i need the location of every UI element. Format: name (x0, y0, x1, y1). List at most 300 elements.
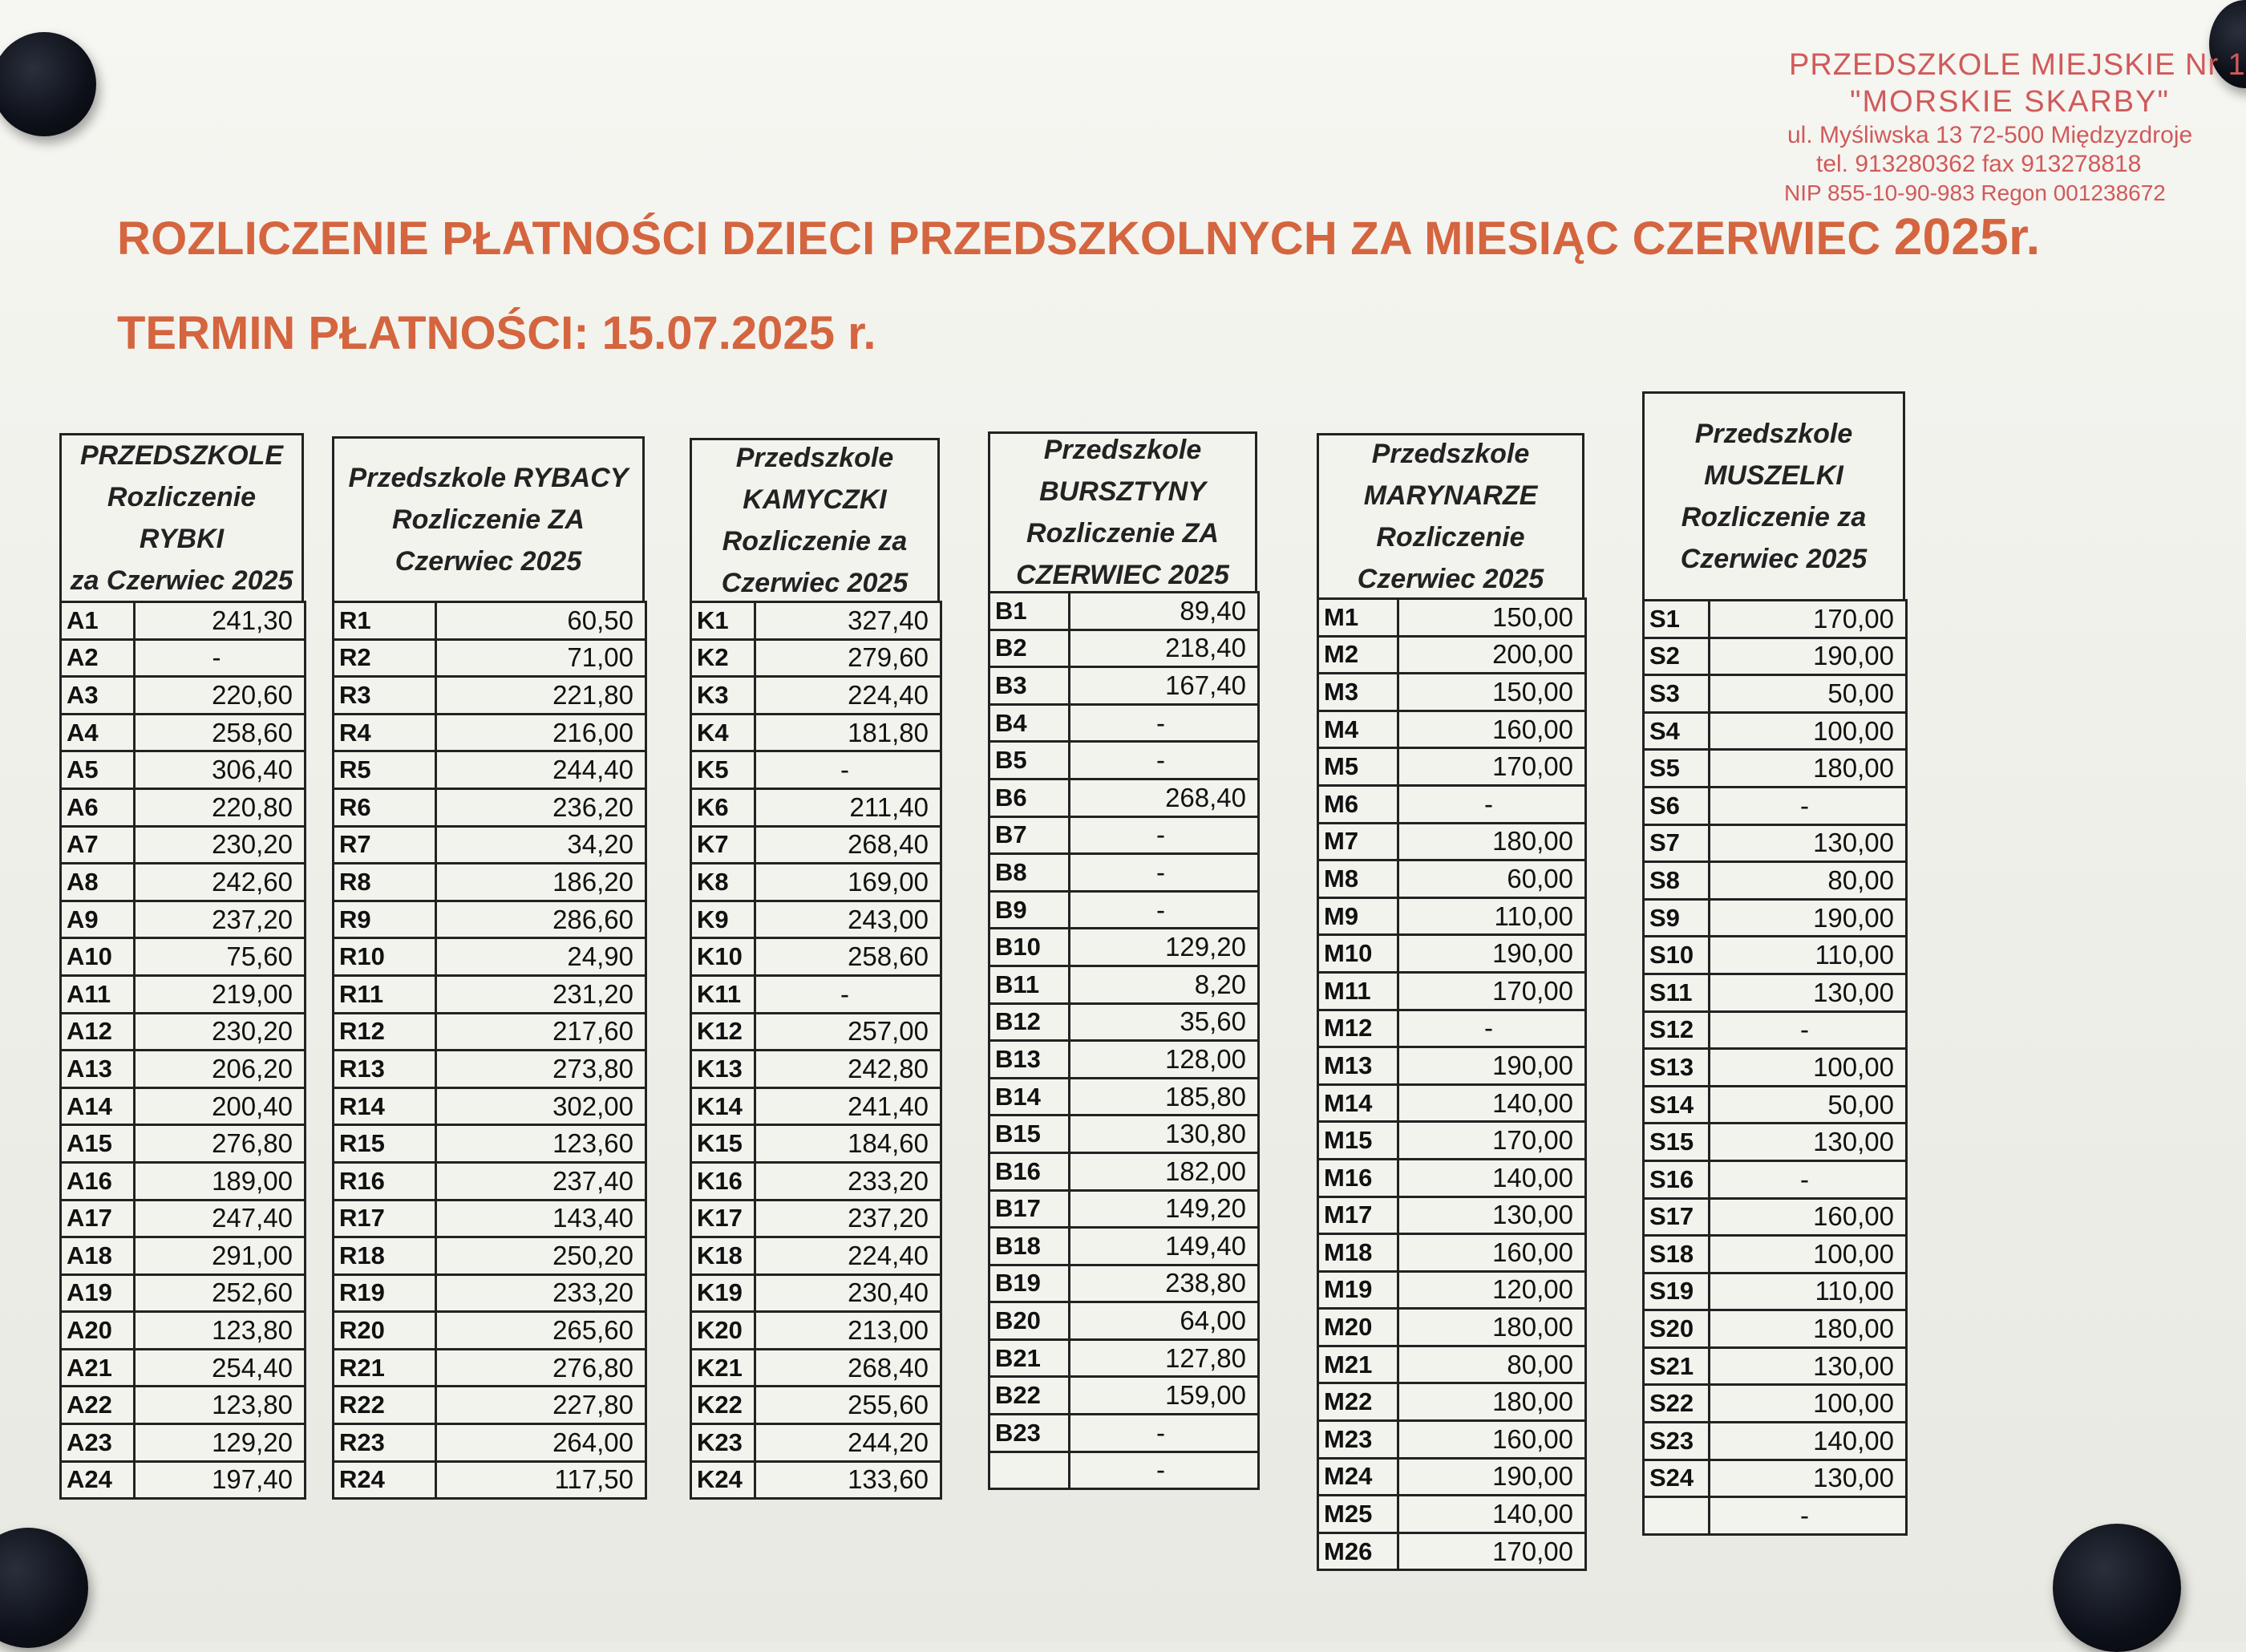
payment-amount: 160,00 (1398, 711, 1586, 748)
child-code: R17 (334, 1200, 436, 1237)
child-code: R16 (334, 1162, 436, 1200)
table-row (1318, 1533, 1586, 1570)
table-row (334, 901, 646, 938)
child-code: A18 (61, 1237, 135, 1275)
child-code: B1 (989, 593, 1070, 630)
child-code: B7 (989, 816, 1070, 854)
table-row (989, 1339, 1259, 1377)
child-code: K1 (691, 602, 755, 640)
child-code: K21 (691, 1349, 755, 1387)
table-row (1318, 1234, 1586, 1272)
table-row (989, 704, 1259, 742)
payment-amount: 238,80 (1070, 1265, 1259, 1302)
payment-amount: 200,40 (135, 1087, 306, 1125)
table-row (989, 1415, 1259, 1452)
table-row (691, 901, 941, 938)
child-code: B15 (989, 1116, 1070, 1153)
payment-amount: 180,00 (1398, 823, 1586, 860)
payment-amount: 247,40 (135, 1200, 306, 1237)
table-row (334, 1461, 646, 1499)
child-code: M13 (1318, 1047, 1398, 1085)
table-row (1318, 1122, 1586, 1160)
table-row (1318, 1010, 1586, 1047)
child-code: S3 (1644, 675, 1710, 713)
group-header-line: MUSZELKI (1704, 460, 1843, 491)
child-code (989, 1452, 1070, 1489)
table-row (1318, 599, 1586, 637)
payment-amount: 241,30 (135, 602, 306, 640)
table-row (334, 602, 646, 640)
table-row (691, 1125, 941, 1163)
child-code: M1 (1318, 599, 1398, 637)
table-row (1318, 1159, 1586, 1196)
table-row (691, 1162, 941, 1200)
payment-table (690, 601, 942, 1500)
child-code: A20 (61, 1312, 135, 1350)
child-code: K20 (691, 1312, 755, 1350)
payment-amount: 250,20 (436, 1237, 646, 1275)
payment-amount: 129,20 (135, 1424, 306, 1462)
payment-amount: 189,00 (135, 1162, 306, 1200)
payment-amount: 252,60 (135, 1274, 306, 1312)
table-row (989, 1377, 1259, 1415)
table-row (989, 1452, 1259, 1489)
payment-amount: 140,00 (1398, 1084, 1586, 1122)
child-code: M23 (1318, 1421, 1398, 1459)
payment-deadline: TERMIN PŁATNOŚCI: 15.07.2025 r. (117, 307, 876, 359)
payment-amount: 236,20 (436, 788, 646, 826)
child-code: S1 (1644, 601, 1710, 638)
group-header-line: BURSZTYNY (1039, 476, 1206, 507)
group-header-line: Przedszkole RYBACY (348, 463, 629, 493)
child-code: K18 (691, 1237, 755, 1275)
payment-amount: 130,80 (1070, 1116, 1259, 1153)
child-code: R10 (334, 938, 436, 976)
table-row (334, 1274, 646, 1312)
child-code: M21 (1318, 1346, 1398, 1383)
child-code: A1 (61, 602, 135, 640)
child-code: S17 (1644, 1198, 1710, 1236)
child-code: K16 (691, 1162, 755, 1200)
table-row (989, 630, 1259, 667)
table-row (989, 966, 1259, 1003)
child-code: M17 (1318, 1196, 1398, 1234)
table-row (989, 891, 1259, 929)
payment-amount: 140,00 (1710, 1423, 1907, 1460)
table-row (691, 1237, 941, 1275)
payment-amount: - (755, 975, 941, 1013)
payment-amount: 197,40 (135, 1461, 306, 1499)
table-row (1644, 1310, 1907, 1348)
payment-amount: 213,00 (755, 1312, 941, 1350)
child-code: S16 (1644, 1160, 1710, 1198)
child-code: A10 (61, 938, 135, 976)
title-year: 2025r. (1893, 208, 2041, 265)
table-row (334, 1125, 646, 1163)
child-code: S2 (1644, 638, 1710, 675)
table-row (334, 938, 646, 976)
child-code: K11 (691, 975, 755, 1013)
stamp-line-ids: NIP 855-10-90-983 Regon 001238672 (1784, 180, 2166, 205)
payment-amount: 230,20 (135, 826, 306, 864)
payment-amount: 149,40 (1070, 1228, 1259, 1265)
child-code: R22 (334, 1387, 436, 1424)
child-code: A2 (61, 639, 135, 677)
table-row (989, 1190, 1259, 1228)
stamp-line-name: PRZEDSZKOLE MIEJSKIE Nr 1 (1789, 48, 2246, 82)
table-row (691, 975, 941, 1013)
child-code: A6 (61, 788, 135, 826)
table-row (1644, 937, 1907, 974)
table-row (691, 864, 941, 901)
payment-amount: 276,80 (436, 1349, 646, 1387)
child-code: B19 (989, 1265, 1070, 1302)
child-code: K9 (691, 901, 755, 938)
payment-amount: - (1070, 816, 1259, 854)
payment-amount: 221,80 (436, 677, 646, 715)
child-code: K22 (691, 1387, 755, 1424)
table-row (989, 1152, 1259, 1190)
payment-amount: 255,60 (755, 1387, 941, 1424)
group-header (1317, 433, 1584, 600)
child-code: A11 (61, 975, 135, 1013)
child-code: B11 (989, 966, 1070, 1003)
child-code: K4 (691, 714, 755, 751)
group-header-line: Czerwiec 2025 (1357, 564, 1544, 594)
table-row (1644, 1460, 1907, 1497)
payment-amount: 100,00 (1710, 1049, 1907, 1087)
child-code: M9 (1318, 897, 1398, 935)
child-code: B12 (989, 1003, 1070, 1041)
group-header-line: CZERWIEC 2025 (1016, 560, 1229, 590)
table-row (1318, 748, 1586, 786)
table-row (1318, 1383, 1586, 1421)
payment-amount: 180,00 (1710, 1310, 1907, 1348)
child-code: K2 (691, 639, 755, 677)
table-row (61, 1274, 306, 1312)
child-code: B10 (989, 929, 1070, 966)
payment-table (1317, 597, 1587, 1571)
payment-amount: 89,40 (1070, 593, 1259, 630)
child-code: B17 (989, 1190, 1070, 1228)
group-table (1317, 433, 1584, 1571)
child-code: B23 (989, 1415, 1070, 1452)
payment-amount: 268,40 (755, 826, 941, 864)
table-row (1644, 638, 1907, 675)
payment-amount: 71,00 (436, 639, 646, 677)
payment-amount: 244,40 (436, 751, 646, 789)
child-code: A24 (61, 1461, 135, 1499)
payment-amount: - (755, 751, 941, 789)
table-row (989, 1041, 1259, 1079)
child-code: R8 (334, 864, 436, 901)
payment-amount: 230,20 (135, 1013, 306, 1051)
table-row (989, 854, 1259, 892)
table-row (1644, 1385, 1907, 1423)
child-code: S6 (1644, 787, 1710, 824)
payment-amount: 110,00 (1710, 1273, 1907, 1310)
payment-amount: - (1070, 742, 1259, 779)
child-code: M19 (1318, 1271, 1398, 1309)
payment-amount: 254,40 (135, 1349, 306, 1387)
child-code: R11 (334, 975, 436, 1013)
payment-amount: 268,40 (1070, 779, 1259, 816)
child-code: B16 (989, 1152, 1070, 1190)
child-code: S19 (1644, 1273, 1710, 1310)
table-row (61, 677, 306, 715)
table-row (691, 639, 941, 677)
payment-amount: 130,00 (1398, 1196, 1586, 1234)
table-row (61, 1237, 306, 1275)
payment-amount: 190,00 (1398, 1047, 1586, 1085)
group-table (332, 436, 645, 1500)
child-code: A16 (61, 1162, 135, 1200)
payment-amount: 140,00 (1398, 1159, 1586, 1196)
table-row (989, 1078, 1259, 1116)
child-code: K6 (691, 788, 755, 826)
payment-amount: - (1710, 787, 1907, 824)
child-code: M26 (1318, 1533, 1398, 1570)
child-code: S22 (1644, 1385, 1710, 1423)
payment-amount: 128,00 (1070, 1041, 1259, 1079)
table-row (61, 788, 306, 826)
table-row (691, 1087, 941, 1125)
table-row (989, 1003, 1259, 1041)
payment-amount: 167,40 (1070, 667, 1259, 705)
payment-amount: 24,90 (436, 938, 646, 976)
payment-amount: 206,20 (135, 1051, 306, 1088)
group-header (332, 436, 645, 603)
child-code: M3 (1318, 674, 1398, 711)
payment-amount: 180,00 (1398, 1309, 1586, 1346)
child-code: M10 (1318, 935, 1398, 973)
table-row (334, 826, 646, 864)
payment-amount: 120,00 (1398, 1271, 1586, 1309)
child-code: B20 (989, 1302, 1070, 1340)
child-code: S20 (1644, 1310, 1710, 1348)
child-code: A12 (61, 1013, 135, 1051)
child-code: B6 (989, 779, 1070, 816)
child-code: K3 (691, 677, 755, 715)
child-code: R12 (334, 1013, 436, 1051)
child-code: R15 (334, 1125, 436, 1163)
group-table (1642, 391, 1905, 1536)
payment-amount: 140,00 (1398, 1496, 1586, 1533)
table-row (1318, 860, 1586, 898)
child-code: M14 (1318, 1084, 1398, 1122)
child-code: A22 (61, 1387, 135, 1424)
child-code: A23 (61, 1424, 135, 1462)
table-row (989, 1228, 1259, 1265)
payment-amount: 231,20 (436, 975, 646, 1013)
group-table (690, 438, 940, 1500)
child-code: A19 (61, 1274, 135, 1312)
child-code: K8 (691, 864, 755, 901)
payment-amount: - (1710, 1160, 1907, 1198)
payment-amount: 160,00 (1398, 1421, 1586, 1459)
table-row (61, 1051, 306, 1088)
table-row (61, 1125, 306, 1163)
payment-amount: 170,00 (1398, 972, 1586, 1010)
payment-amount: 184,60 (755, 1125, 941, 1163)
table-row (1644, 1423, 1907, 1460)
table-row (1644, 1497, 1907, 1535)
child-code: M22 (1318, 1383, 1398, 1421)
table-row (1318, 636, 1586, 674)
child-code: R19 (334, 1274, 436, 1312)
child-code: S8 (1644, 862, 1710, 900)
child-code: S12 (1644, 1011, 1710, 1049)
child-code: B4 (989, 704, 1070, 742)
payment-amount: 190,00 (1710, 899, 1907, 937)
table-row (1644, 1160, 1907, 1198)
table-row (691, 751, 941, 789)
table-row (691, 826, 941, 864)
payment-amount: - (1710, 1497, 1907, 1535)
table-row (334, 864, 646, 901)
table-row (1318, 674, 1586, 711)
child-code: K14 (691, 1087, 755, 1125)
table-row (334, 1312, 646, 1350)
payment-amount: 60,00 (1398, 860, 1586, 898)
payment-amount: 170,00 (1710, 601, 1907, 638)
child-code: M18 (1318, 1234, 1398, 1272)
payment-amount: 265,60 (436, 1312, 646, 1350)
table-row (1644, 1273, 1907, 1310)
table-row (1644, 712, 1907, 750)
payment-amount: 182,00 (1070, 1152, 1259, 1190)
payment-amount: 276,80 (135, 1125, 306, 1163)
table-row (61, 751, 306, 789)
table-row (1318, 1496, 1586, 1533)
payment-amount: 220,60 (135, 677, 306, 715)
payment-amount: 143,40 (436, 1200, 646, 1237)
magnet-bottom-right (2053, 1524, 2181, 1652)
group-header-line: Czerwiec 2025 (395, 546, 582, 577)
table-row (61, 826, 306, 864)
child-code: M8 (1318, 860, 1398, 898)
table-row (334, 1424, 646, 1462)
payment-amount: - (1398, 1010, 1586, 1047)
table-row (61, 1013, 306, 1051)
table-row (334, 975, 646, 1013)
table-row (61, 639, 306, 677)
child-code: R5 (334, 751, 436, 789)
table-row (1644, 1049, 1907, 1087)
payment-amount: - (135, 639, 306, 677)
payment-amount: 279,60 (755, 639, 941, 677)
table-row (334, 1051, 646, 1088)
group-header (1642, 391, 1905, 601)
child-code: K13 (691, 1051, 755, 1088)
table-row (1318, 1271, 1586, 1309)
child-code: S24 (1644, 1460, 1710, 1497)
table-row (1318, 1084, 1586, 1122)
payment-amount: 258,60 (135, 714, 306, 751)
payment-amount: 327,40 (755, 602, 941, 640)
payment-amount: 170,00 (1398, 748, 1586, 786)
magnet-bottom-left (0, 1528, 88, 1648)
group-header-line: za Czerwiec 2025 (70, 565, 293, 596)
payment-amount: 190,00 (1398, 935, 1586, 973)
payment-amount: 130,00 (1710, 824, 1907, 862)
payment-amount: 224,40 (755, 677, 941, 715)
payment-amount: 233,20 (755, 1162, 941, 1200)
payment-amount: 130,00 (1710, 1124, 1907, 1161)
group-header-line: PRZEDSZKOLE (79, 440, 284, 471)
payment-amount: 110,00 (1710, 937, 1907, 974)
group-header-line: Przedszkole (1043, 435, 1202, 465)
payment-amount: 200,00 (1398, 636, 1586, 674)
payment-amount: 264,00 (436, 1424, 646, 1462)
payment-amount: 130,00 (1710, 974, 1907, 1011)
table-row (1318, 823, 1586, 860)
payment-amount: 186,20 (436, 864, 646, 901)
child-code: R6 (334, 788, 436, 826)
table-row (691, 1013, 941, 1051)
child-code: A13 (61, 1051, 135, 1088)
table-row (334, 751, 646, 789)
table-row (61, 975, 306, 1013)
payment-amount: 217,60 (436, 1013, 646, 1051)
payment-amount: 123,80 (135, 1387, 306, 1424)
payment-amount: 216,00 (436, 714, 646, 751)
table-row (334, 1087, 646, 1125)
payment-amount: 133,60 (755, 1461, 941, 1499)
payment-amount: 169,00 (755, 864, 941, 901)
group-header (59, 433, 304, 603)
child-code: M12 (1318, 1010, 1398, 1047)
payment-amount: 80,00 (1398, 1346, 1586, 1383)
payment-table (59, 601, 306, 1500)
table-row (334, 677, 646, 715)
payment-amount: 160,00 (1710, 1198, 1907, 1236)
child-code: S21 (1644, 1347, 1710, 1385)
table-row (334, 1387, 646, 1424)
payment-amount: 130,00 (1710, 1347, 1907, 1385)
magnet-top-left (0, 32, 96, 136)
child-code: M25 (1318, 1496, 1398, 1533)
table-row (691, 677, 941, 715)
payment-amount: 50,00 (1710, 675, 1907, 713)
payment-amount: 190,00 (1710, 638, 1907, 675)
child-code: M4 (1318, 711, 1398, 748)
child-code: B21 (989, 1339, 1070, 1377)
table-row (1644, 824, 1907, 862)
child-code: K5 (691, 751, 755, 789)
table-row (1644, 1011, 1907, 1049)
table-row (1318, 1047, 1586, 1085)
child-code: R2 (334, 639, 436, 677)
child-code: A3 (61, 677, 135, 715)
child-code: B5 (989, 742, 1070, 779)
table-row (691, 788, 941, 826)
payment-amount: 180,00 (1398, 1383, 1586, 1421)
child-code: S7 (1644, 824, 1710, 862)
table-row (334, 639, 646, 677)
payment-amount: - (1070, 854, 1259, 892)
child-code: B13 (989, 1041, 1070, 1079)
group-header-line: Przedszkole (1371, 439, 1530, 469)
table-row (61, 714, 306, 751)
payment-amount: 185,80 (1070, 1078, 1259, 1116)
child-code: K24 (691, 1461, 755, 1499)
table-row (1644, 601, 1907, 638)
child-code: M16 (1318, 1159, 1398, 1196)
child-code: S14 (1644, 1086, 1710, 1124)
payment-amount: 241,40 (755, 1087, 941, 1125)
stamp-line-address: ul. Myśliwska 13 72-500 Międzyzdroje (1787, 121, 2193, 148)
